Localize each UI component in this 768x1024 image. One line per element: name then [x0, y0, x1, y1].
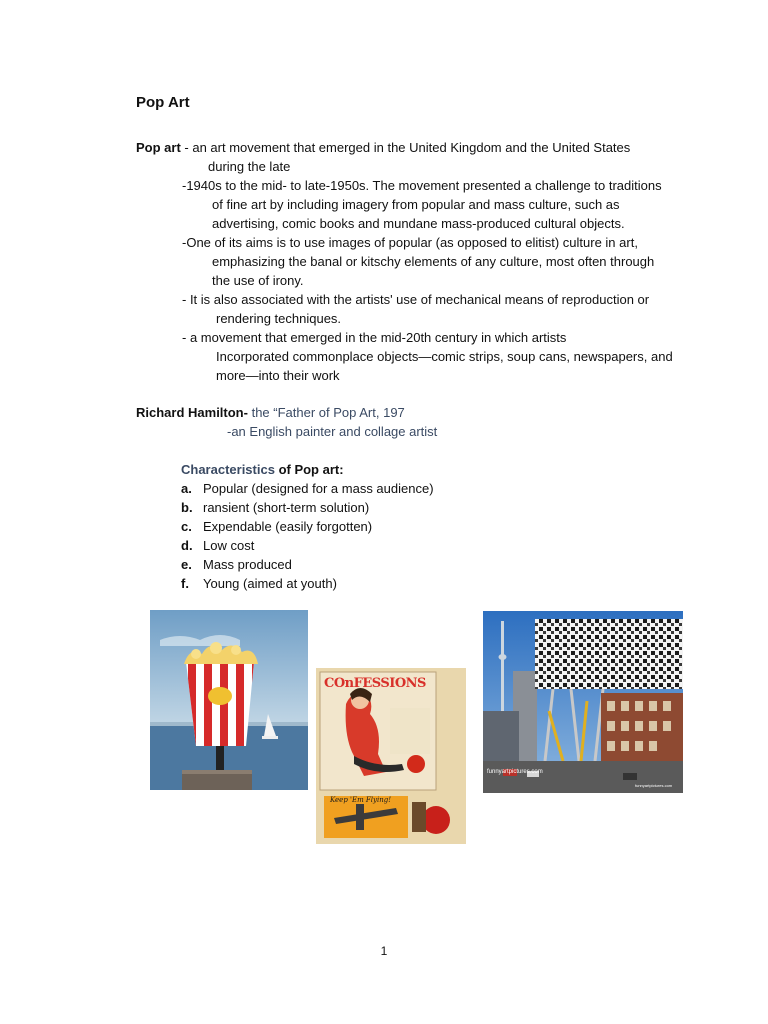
hamilton-desc-2: -an English painter and collage artist	[227, 424, 438, 439]
point-2-line-2: emphasizing the banal or kitschy elements of any culture, most often through	[212, 254, 655, 269]
definition-lead: - an art movement that emerged in the United Kingdom and the United States	[180, 140, 631, 155]
hamilton-desc-1: the “Father of Pop Art, 197	[247, 405, 405, 420]
modern-building-icon	[483, 611, 683, 793]
point-4-line-1: - a movement that emerged in the mid-20th century in which artists	[182, 330, 567, 345]
point-2-line-3: the use of irony.	[212, 273, 304, 288]
definition-lead-cont: during the late	[208, 159, 291, 174]
page-number: 1	[380, 944, 388, 958]
collage-title: COnFESSIONS	[324, 676, 426, 691]
characteristics-heading-blue: Characteristics	[181, 462, 275, 477]
characteristics-list	[181, 479, 434, 593]
page-title: Pop Art	[136, 94, 190, 111]
point-1-line-3: advertising, comic books and mundane mass-produced cultural objects.	[212, 216, 625, 231]
modern-building-photo	[483, 611, 683, 793]
definition-lead-line	[136, 138, 630, 157]
pop-art-collage	[316, 668, 466, 844]
building-watermark-left: funnyartpictures.com	[487, 769, 543, 775]
hamilton-name: Richard Hamilton-	[136, 405, 248, 420]
list-item: d. Low cost	[181, 538, 255, 553]
point-3-line-2: rendering techniques.	[216, 311, 342, 326]
building-watermark-right: funnyartpictures.com	[635, 783, 673, 788]
hamilton-line	[136, 403, 405, 422]
list-item: e. Mass produced	[181, 557, 292, 572]
point-1-line-1: -1940s to the mid- to late-1950s. The movement presented a challenge to traditions	[182, 178, 662, 193]
popcorn-sculpture-photo	[150, 610, 308, 790]
list-item: a. Popular (designed for a mass audience)	[181, 481, 434, 496]
point-3-line-1: - It is also associated with the artists' use of mechanical means of reproduction or	[182, 292, 650, 307]
pop-art-collage-icon	[316, 668, 466, 844]
characteristics-heading	[181, 460, 344, 479]
popcorn-sculpture-icon	[150, 610, 308, 790]
collage-caption: Keep 'Em Flying!	[330, 796, 392, 804]
definition-term: Pop art	[136, 140, 181, 155]
list-item: c. Expendable (easily forgotten)	[181, 519, 373, 534]
point-1-line-2: of fine art by including imagery from popular and mass culture, such as	[212, 197, 620, 212]
characteristics-heading-rest: of Pop art:	[274, 462, 344, 477]
list-item: f. Young (aimed at youth)	[181, 576, 337, 591]
point-2-line-1: -One of its aims is to use images of popular (as opposed to elitist) culture in art,	[182, 235, 638, 250]
point-4-line-3: more—into their work	[216, 368, 340, 383]
list-item: b. ransient (short-term solution)	[181, 500, 370, 515]
point-4-line-2: Incorporated commonplace objects—comic strips, soup cans, newspapers, and	[216, 349, 673, 364]
